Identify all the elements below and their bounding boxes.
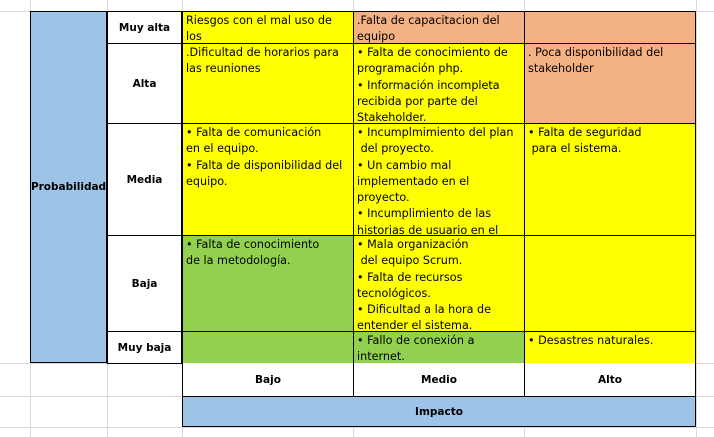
risk-text-line: • Falta de recursos <box>357 270 463 284</box>
probability-level-muy-baja: Muy baja <box>107 331 182 364</box>
risk-cell-muy-baja-bajo <box>182 331 354 364</box>
risk-text-line: tecnológicos. <box>357 286 431 300</box>
risk-text-line: • Información incompleta <box>357 78 500 92</box>
risk-text-line: equipo <box>357 30 396 44</box>
risk-text-line: del equipo Scrum. <box>357 254 463 268</box>
risk-text-line: .Dificultad de horarios para <box>186 46 339 59</box>
risk-cell-alta-bajo <box>182 43 354 124</box>
impact-column-alto: Alto <box>524 363 696 396</box>
probability-level-baja: Baja <box>107 235 182 332</box>
risk-text-line: • Falta de conocimiento <box>186 238 320 251</box>
risk-text-line: entender el sistema. <box>357 319 473 332</box>
risk-cell-muy-alta-bajo <box>182 11 354 44</box>
risk-text-line: • Falta de disponibilidad del <box>186 158 343 172</box>
risk-cell-alta-alto <box>524 43 696 124</box>
risk-cell-muy-baja-medio <box>353 331 525 364</box>
risk-cell-baja-medio <box>353 235 525 332</box>
risk-cell-media-bajo <box>182 123 354 236</box>
risk-cell-muy-baja-alto <box>524 331 696 364</box>
risk-cell-muy-alta-medio <box>353 11 525 44</box>
risk-text-line: Stakeholder. <box>357 111 427 124</box>
risk-text-line: .Falta de capacitacion del <box>357 14 500 27</box>
risk-text-line: las reuniones <box>186 62 261 76</box>
impact-axis-label: Impacto <box>182 396 696 427</box>
risk-text-line: en el equipo. <box>186 142 259 156</box>
risk-cell-media-alto <box>524 123 696 236</box>
risk-text-line: stakeholder <box>528 62 594 76</box>
risk-text-line: equipo. <box>186 174 228 188</box>
risk-text-line: implementado en el proyecto. <box>357 174 473 205</box>
risk-text-line: • Mala organización <box>357 238 469 251</box>
risk-text-line: • Falta de conocimiento de <box>357 46 508 59</box>
risk-cell-muy-alta-alto <box>524 11 696 44</box>
probability-level-media: Media <box>107 123 182 236</box>
risk-cell-baja-alto <box>524 235 696 332</box>
probability-axis-label: Probabilidad <box>30 11 107 363</box>
risk-text-line: • Falta de seguridad <box>528 126 642 139</box>
risk-cell-alta-medio <box>353 43 525 124</box>
risk-text-line: historias de usuario en el <box>357 223 499 236</box>
risk-text-line: del proyecto. <box>357 142 434 156</box>
risk-text-line: • Fallo de conexión a internet. <box>357 334 478 364</box>
risk-text-line: • Un cambio mal <box>357 158 452 172</box>
risk-text-line: para el sistema. <box>528 142 622 156</box>
probability-level-alta: Alta <box>107 43 182 124</box>
risk-text-line: recibida por parte del <box>357 94 478 108</box>
risk-text-line: • Incumplimiento de las <box>357 207 492 221</box>
risk-text-line: Riesgos con el mal uso de los <box>186 14 336 44</box>
impact-column-bajo: Bajo <box>182 363 354 396</box>
risk-text-line: • Incumplmimiento del plan <box>357 126 514 139</box>
risk-text-line: • Dificultad a la hora de <box>357 303 492 317</box>
probability-level-muy-alta: Muy alta <box>107 11 182 44</box>
risk-text-line: • Desastres naturales. <box>528 334 654 347</box>
risk-text-line: de la metodología. <box>186 254 291 268</box>
risk-text-line: programación php. <box>357 62 464 76</box>
risk-cell-baja-bajo <box>182 235 354 332</box>
impact-column-medio: Medio <box>353 363 525 396</box>
risk-text-line: . Poca disponibilidad del <box>528 46 664 59</box>
risk-text-line: • Falta de comunicación <box>186 126 322 139</box>
risk-cell-media-medio <box>353 123 525 236</box>
